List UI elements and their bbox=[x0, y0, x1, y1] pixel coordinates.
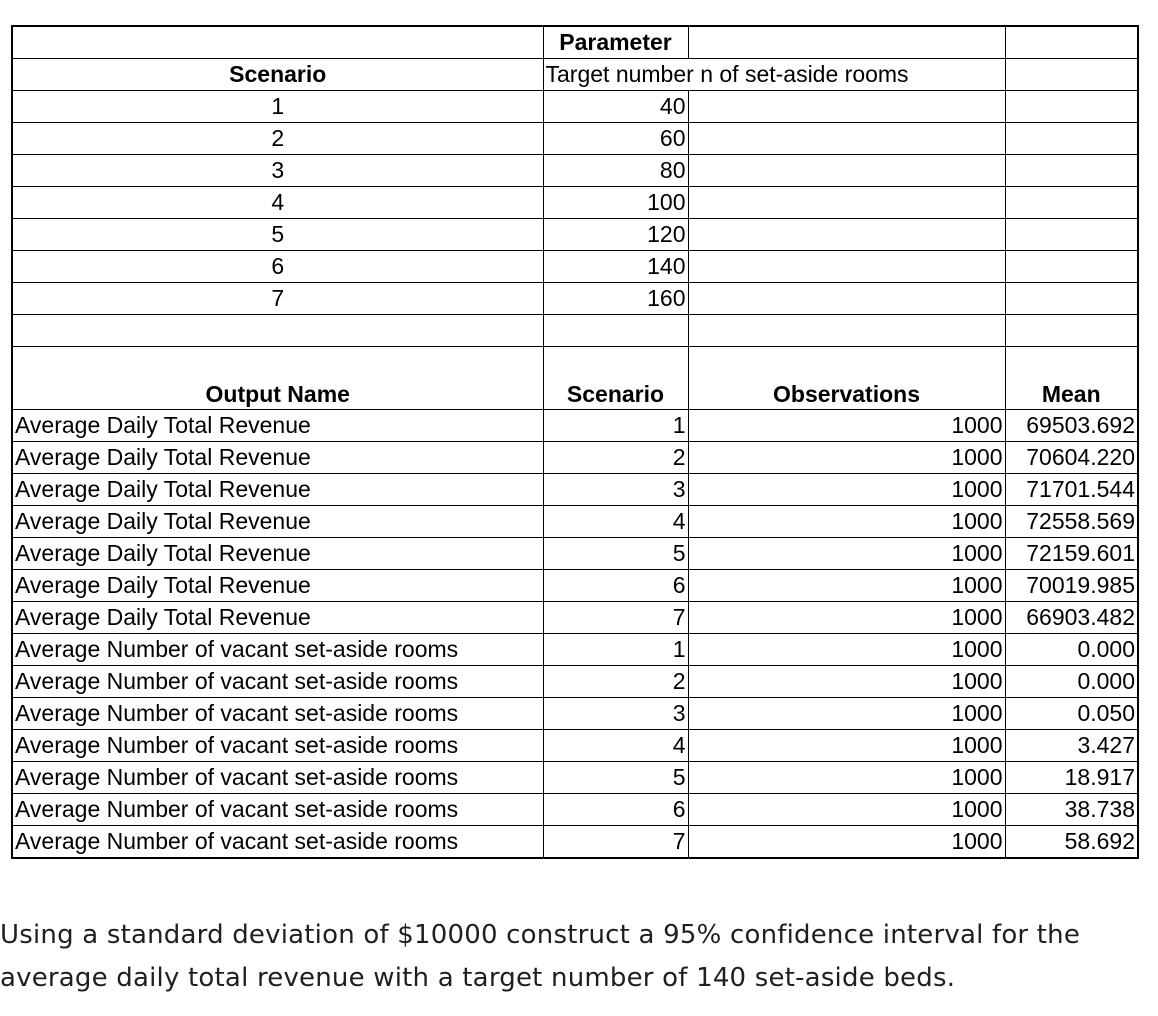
scenario-cell: 1 bbox=[543, 634, 688, 666]
empty-cell bbox=[1005, 123, 1138, 155]
target-cell: 140 bbox=[543, 251, 688, 283]
output-row bbox=[12, 762, 1138, 794]
empty-cell bbox=[1005, 219, 1138, 251]
output-name-cell: Average Daily Total Revenue bbox=[12, 474, 543, 506]
empty-cell bbox=[1005, 26, 1138, 59]
empty-cell bbox=[1005, 251, 1138, 283]
output-name-header: Output Name bbox=[12, 347, 543, 410]
mean-cell: 71701.544 bbox=[1005, 474, 1138, 506]
scenario-cell: 5 bbox=[543, 762, 688, 794]
empty-cell bbox=[688, 91, 1005, 123]
observations-cell: 1000 bbox=[688, 538, 1005, 570]
target-cell: 160 bbox=[543, 283, 688, 315]
output-name-cell: Average Number of vacant set-aside rooms bbox=[12, 634, 543, 666]
parameter-header: Parameter bbox=[543, 26, 688, 59]
scenario-cell: 1 bbox=[12, 91, 543, 123]
output-name-cell: Average Daily Total Revenue bbox=[12, 538, 543, 570]
empty-cell bbox=[688, 187, 1005, 219]
question-line-1: Using a standard deviation of $10000 construct a 95% confidence interval for the bbox=[0, 920, 1081, 950]
scenario-cell: 6 bbox=[543, 570, 688, 602]
output-row bbox=[12, 634, 1138, 666]
scenario-cell: 4 bbox=[543, 730, 688, 762]
output-row bbox=[12, 666, 1138, 698]
scenario-cell: 5 bbox=[543, 538, 688, 570]
target-cell: 120 bbox=[543, 219, 688, 251]
empty-cell bbox=[1005, 59, 1138, 91]
scenario-cell: 4 bbox=[543, 506, 688, 538]
mean-cell: 72159.601 bbox=[1005, 538, 1138, 570]
mean-cell: 70604.220 bbox=[1005, 442, 1138, 474]
empty-cell bbox=[1005, 155, 1138, 187]
empty-cell bbox=[12, 26, 543, 59]
param-row bbox=[12, 251, 1138, 283]
output-header-row bbox=[12, 347, 1138, 410]
empty-cell bbox=[1005, 283, 1138, 315]
output-name-cell: Average Number of vacant set-aside rooms bbox=[12, 826, 543, 859]
empty-cell bbox=[688, 219, 1005, 251]
question-text bbox=[0, 914, 1150, 1000]
scenario-cell: 2 bbox=[543, 442, 688, 474]
target-cell: 40 bbox=[543, 91, 688, 123]
param-row bbox=[12, 219, 1138, 251]
output-row bbox=[12, 506, 1138, 538]
empty-cell bbox=[12, 315, 543, 347]
output-row bbox=[12, 474, 1138, 506]
output-row bbox=[12, 602, 1138, 634]
observations-cell: 1000 bbox=[688, 634, 1005, 666]
observations-cell: 1000 bbox=[688, 410, 1005, 442]
output-name-cell: Average Number of vacant set-aside rooms bbox=[12, 666, 543, 698]
output-name-cell: Average Daily Total Revenue bbox=[12, 442, 543, 474]
scenario-cell: 3 bbox=[543, 698, 688, 730]
output-name-cell: Average Number of vacant set-aside rooms bbox=[12, 698, 543, 730]
scenario-cell: 4 bbox=[12, 187, 543, 219]
scenario-cell: 2 bbox=[543, 666, 688, 698]
question-line-2: average daily total revenue with a target number of 140 set-aside beds. bbox=[0, 963, 956, 993]
blank-row bbox=[12, 315, 1138, 347]
output-row bbox=[12, 538, 1138, 570]
spreadsheet-table bbox=[11, 25, 1139, 859]
output-row bbox=[12, 410, 1138, 442]
empty-cell bbox=[688, 155, 1005, 187]
empty-cell bbox=[1005, 187, 1138, 219]
mean-cell: 3.427 bbox=[1005, 730, 1138, 762]
target-cell: 80 bbox=[543, 155, 688, 187]
scenario-cell: 2 bbox=[12, 123, 543, 155]
param-row bbox=[12, 187, 1138, 219]
scenario-cell: 5 bbox=[12, 219, 543, 251]
observations-cell: 1000 bbox=[688, 570, 1005, 602]
empty-cell bbox=[688, 283, 1005, 315]
scenario-cell: 3 bbox=[12, 155, 543, 187]
mean-cell: 70019.985 bbox=[1005, 570, 1138, 602]
output-name-cell: Average Daily Total Revenue bbox=[12, 506, 543, 538]
observations-cell: 1000 bbox=[688, 506, 1005, 538]
mean-cell: 58.692 bbox=[1005, 826, 1138, 859]
output-row bbox=[12, 826, 1138, 859]
mean-cell: 0.050 bbox=[1005, 698, 1138, 730]
output-row bbox=[12, 730, 1138, 762]
mean-cell: 69503.692 bbox=[1005, 410, 1138, 442]
observations-cell: 1000 bbox=[688, 826, 1005, 859]
output-row bbox=[12, 698, 1138, 730]
param-header-row bbox=[12, 26, 1138, 59]
param-row bbox=[12, 123, 1138, 155]
mean-cell: 72558.569 bbox=[1005, 506, 1138, 538]
output-name-cell: Average Number of vacant set-aside rooms bbox=[12, 762, 543, 794]
scenario-column-header: Scenario bbox=[543, 347, 688, 410]
output-name-cell: Average Daily Total Revenue bbox=[12, 602, 543, 634]
scenario-cell: 1 bbox=[543, 410, 688, 442]
target-cell: 100 bbox=[543, 187, 688, 219]
scenario-cell: 6 bbox=[12, 251, 543, 283]
param-subheader-row bbox=[12, 59, 1138, 91]
mean-header: Mean bbox=[1005, 347, 1138, 410]
observations-cell: 1000 bbox=[688, 474, 1005, 506]
empty-cell bbox=[688, 315, 1005, 347]
mean-cell: 18.917 bbox=[1005, 762, 1138, 794]
output-name-cell: Average Number of vacant set-aside rooms bbox=[12, 730, 543, 762]
scenario-header: Scenario bbox=[12, 59, 543, 91]
output-row bbox=[12, 570, 1138, 602]
scenario-cell: 7 bbox=[543, 826, 688, 859]
empty-cell bbox=[688, 251, 1005, 283]
empty-cell bbox=[1005, 91, 1138, 123]
output-name-cell: Average Daily Total Revenue bbox=[12, 570, 543, 602]
mean-cell: 38.738 bbox=[1005, 794, 1138, 826]
observations-cell: 1000 bbox=[688, 730, 1005, 762]
output-name-cell: Average Daily Total Revenue bbox=[12, 410, 543, 442]
output-name-cell: Average Number of vacant set-aside rooms bbox=[12, 794, 543, 826]
observations-cell: 1000 bbox=[688, 762, 1005, 794]
output-row bbox=[12, 794, 1138, 826]
empty-cell bbox=[688, 123, 1005, 155]
observations-cell: 1000 bbox=[688, 602, 1005, 634]
target-cell: 60 bbox=[543, 123, 688, 155]
mean-cell: 0.000 bbox=[1005, 634, 1138, 666]
mean-cell: 66903.482 bbox=[1005, 602, 1138, 634]
empty-cell bbox=[543, 315, 688, 347]
scenario-cell: 3 bbox=[543, 474, 688, 506]
empty-cell bbox=[1005, 315, 1138, 347]
observations-cell: 1000 bbox=[688, 794, 1005, 826]
scenario-cell: 7 bbox=[543, 602, 688, 634]
observations-cell: 1000 bbox=[688, 666, 1005, 698]
target-number-header: Target number n of set-aside rooms bbox=[543, 59, 1005, 91]
param-row bbox=[12, 91, 1138, 123]
empty-cell bbox=[688, 26, 1005, 59]
param-row bbox=[12, 155, 1138, 187]
scenario-cell: 6 bbox=[543, 794, 688, 826]
observations-cell: 1000 bbox=[688, 442, 1005, 474]
mean-cell: 0.000 bbox=[1005, 666, 1138, 698]
observations-header: Observations bbox=[688, 347, 1005, 410]
output-row bbox=[12, 442, 1138, 474]
scenario-cell: 7 bbox=[12, 283, 543, 315]
observations-cell: 1000 bbox=[688, 698, 1005, 730]
param-row bbox=[12, 283, 1138, 315]
